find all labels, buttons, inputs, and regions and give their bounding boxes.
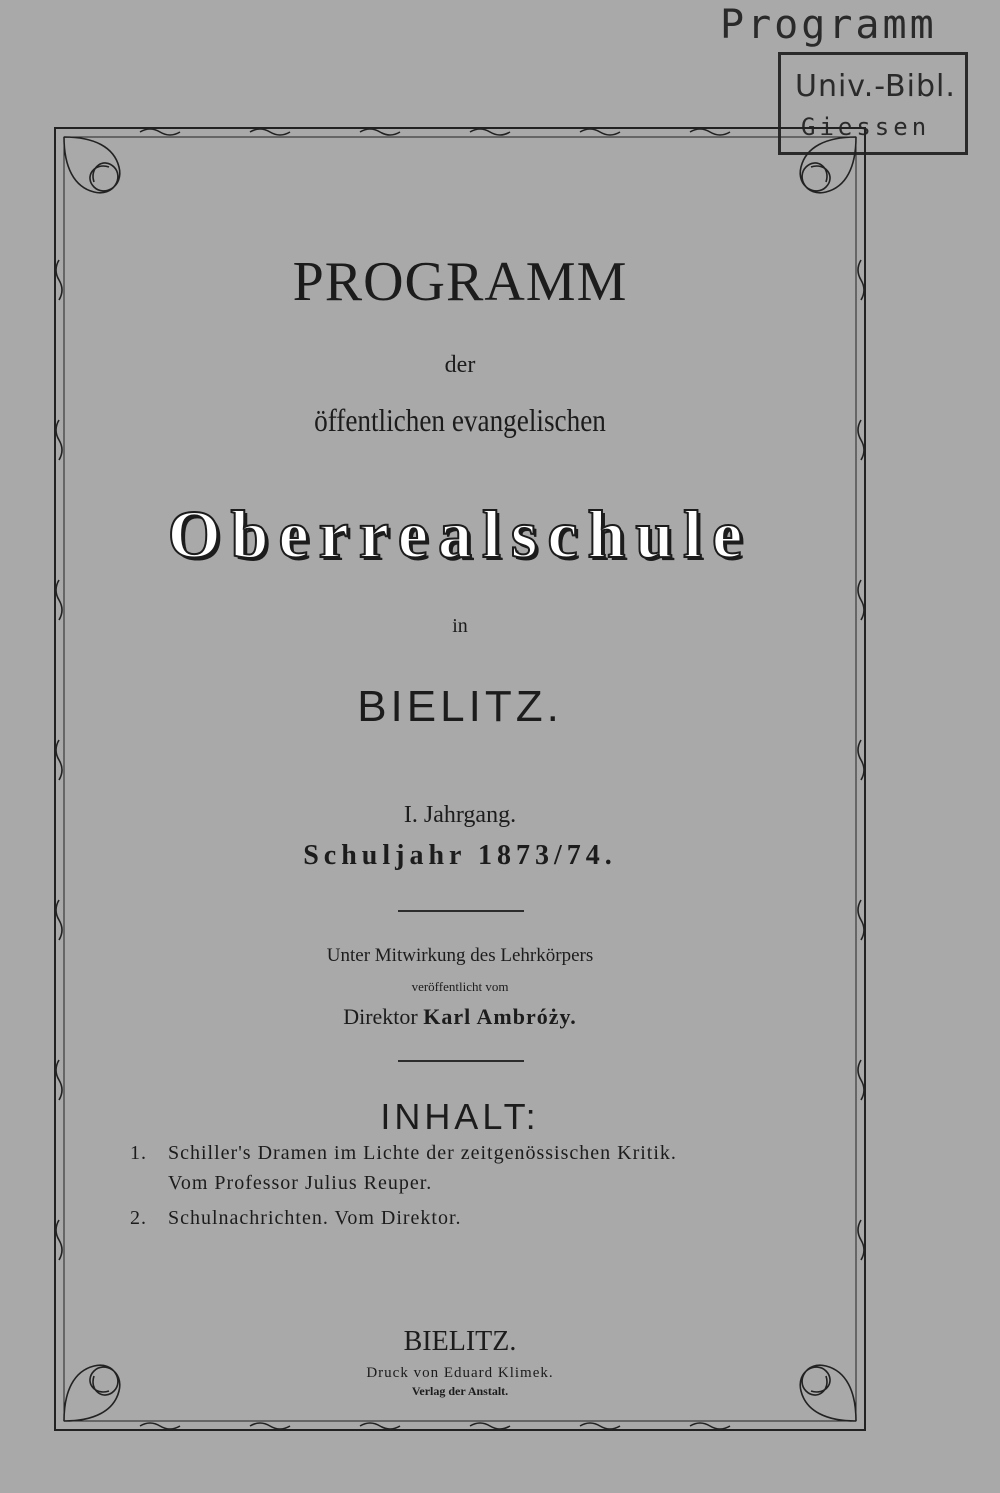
director-line [60,1004,860,1030]
contents-heading: INHALT: [380,1096,540,1137]
director-name: Karl Ambróży. [423,1004,577,1029]
imprint-printer: Druck von Eduard Klimek. [366,1365,554,1381]
director-prefix: Direktor [343,1004,418,1029]
volume-label: I. Jahrgang. [403,802,517,828]
title-connector-in: in [452,615,468,637]
contents-item-title: Schiller's Dramen im Lichte der zeitgenössischen Kritik. [168,1142,677,1164]
contents-item-author: Vom Professor Julius Reuper. [168,1172,433,1194]
divider-rule [398,1060,524,1062]
title-connector-der: der [444,352,476,378]
contents-item-number: 1. [130,1142,147,1164]
contents-item [130,1207,830,1230]
contents-item [130,1142,830,1165]
divider-rule [398,910,524,912]
school-description: öffentlichen evangelischen [314,402,606,438]
school-year: Schuljahr 1873/74. [303,840,617,871]
school-type-heading: Oberrealschule [167,496,753,572]
stamp-programm-label: Programm [720,2,937,48]
cooperation-note: Unter Mitwirkung des Lehrkörpers [326,945,594,966]
stamp-library-name: Univ.-Bibl. [795,69,956,104]
published-by-note: veröffentlicht vom [411,979,509,994]
imprint-city: BIELITZ. [403,1326,517,1357]
stamp-library-city: Giessen [801,113,931,141]
contents-item-title: Schulnachrichten. Vom Direktor. [168,1207,462,1229]
contents-item-number: 2. [130,1207,147,1229]
imprint-publisher: Verlag der Anstalt. [411,1384,509,1398]
page-title: PROGRAMM [292,251,628,313]
city-heading: BIELITZ. [357,682,563,731]
